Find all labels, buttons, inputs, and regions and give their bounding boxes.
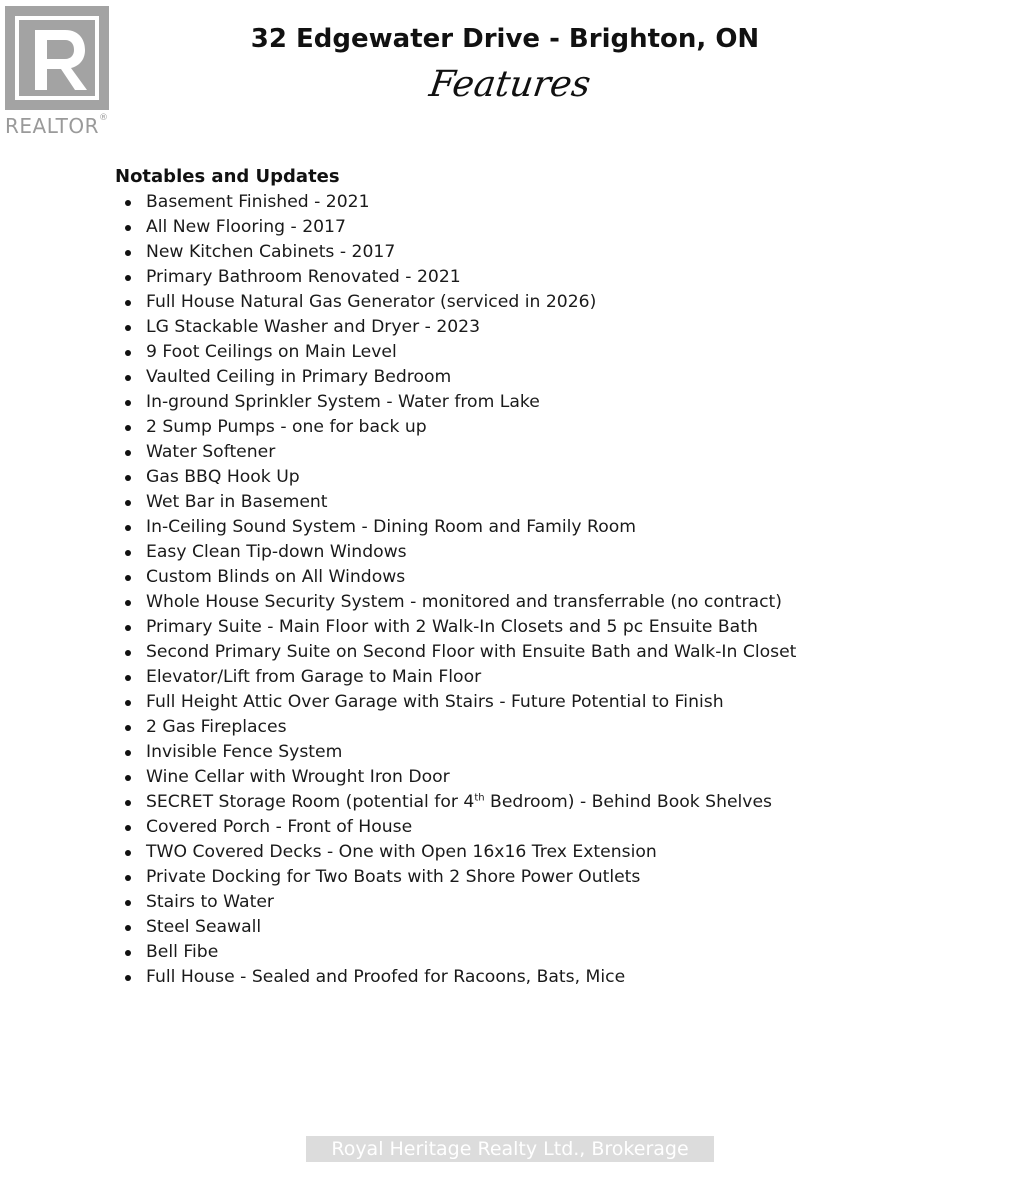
feature-list-item <box>115 815 796 840</box>
bullet-icon <box>125 875 131 881</box>
bullet-icon <box>125 450 131 456</box>
feature-text: Water Softener <box>146 442 276 462</box>
feature-list-item <box>115 290 796 315</box>
feature-list-item <box>115 315 796 340</box>
feature-list-item <box>115 765 796 790</box>
bullet-icon <box>125 250 131 256</box>
bullet-icon <box>125 800 131 806</box>
feature-list-item <box>115 240 796 265</box>
feature-list-item <box>115 940 796 965</box>
feature-text: Elevator/Lift from Garage to Main Floor <box>146 667 482 687</box>
feature-list-item <box>115 265 796 290</box>
feature-text: In-ground Sprinkler System - Water from Lake <box>146 392 540 412</box>
feature-list-item <box>115 690 796 715</box>
feature-list-item <box>115 415 796 440</box>
feature-text: TWO Covered Decks - One with Open 16x16 Trex Extension <box>146 842 657 862</box>
feature-list-item <box>115 440 796 465</box>
feature-list-item <box>115 640 796 665</box>
feature-list-item <box>115 190 796 215</box>
feature-list-item <box>115 365 796 390</box>
feature-text: In-Ceiling Sound System - Dining Room and Family Room <box>146 517 637 537</box>
bullet-icon <box>125 700 131 706</box>
feature-list-item <box>115 915 796 940</box>
bullet-icon <box>125 775 131 781</box>
bullet-icon <box>125 575 131 581</box>
feature-list-item <box>115 540 796 565</box>
feature-text: Gas BBQ Hook Up <box>146 467 300 487</box>
feature-text: LG Stackable Washer and Dryer - 2023 <box>146 317 481 337</box>
feature-list-item <box>115 215 796 240</box>
feature-list-item <box>115 740 796 765</box>
bullet-icon <box>125 350 131 356</box>
bullet-icon <box>125 500 131 506</box>
bullet-icon <box>125 425 131 431</box>
bullet-icon <box>125 275 131 281</box>
bullet-icon <box>125 550 131 556</box>
feature-text: Easy Clean Tip-down Windows <box>146 542 407 562</box>
feature-text: Covered Porch - Front of House <box>146 817 413 837</box>
bullet-icon <box>125 825 131 831</box>
feature-text: Wine Cellar with Wrought Iron Door <box>146 767 450 787</box>
feature-list-item <box>115 590 796 615</box>
feature-list-item <box>115 615 796 640</box>
feature-text: Primary Suite - Main Floor with 2 Walk-In Closets and 5 pc Ensuite Bath <box>146 617 758 637</box>
bullet-icon <box>125 750 131 756</box>
bullet-icon <box>125 850 131 856</box>
brokerage-watermark: Royal Heritage Realty Ltd., Brokerage <box>306 1136 714 1162</box>
bullet-icon <box>125 600 131 606</box>
bullet-icon <box>125 325 131 331</box>
feature-list-item <box>115 890 796 915</box>
feature-text: Invisible Fence System <box>146 742 343 762</box>
feature-text: Vaulted Ceiling in Primary Bedroom <box>146 367 452 387</box>
feature-text: Whole House Security System - monitored and transferrable (no contract) <box>146 592 782 612</box>
feature-text: Steel Seawall <box>146 917 262 937</box>
feature-text: Stairs to Water <box>146 892 274 912</box>
feature-text: Full House - Sealed and Proofed for Racoons, Bats, Mice <box>146 967 626 987</box>
bullet-icon <box>125 475 131 481</box>
feature-text: 2 Sump Pumps - one for back up <box>146 417 427 437</box>
bullet-icon <box>125 975 131 981</box>
bullet-icon <box>125 900 131 906</box>
feature-text: Private Docking for Two Boats with 2 Shore Power Outlets <box>146 867 641 887</box>
bullet-icon <box>125 225 131 231</box>
page-title: 32 Edgewater Drive - Brighton, ON <box>250 24 760 54</box>
feature-text: New Kitchen Cabinets - 2017 <box>146 242 396 262</box>
feature-list-item <box>115 490 796 515</box>
page-subtitle: Features <box>426 64 594 105</box>
feature-text: 2 Gas Fireplaces <box>146 717 287 737</box>
feature-list-item <box>115 465 796 490</box>
feature-list-item <box>115 790 796 815</box>
feature-list-item <box>115 965 796 990</box>
realtor-wordmark: REALTOR® <box>5 113 109 138</box>
feature-text: Full Height Attic Over Garage with Stairs - Future Potential to Finish <box>146 692 724 712</box>
bullet-icon <box>125 950 131 956</box>
feature-text: Full House Natural Gas Generator (serviced in 2026) <box>146 292 597 312</box>
feature-list-item <box>115 715 796 740</box>
bullet-icon <box>125 400 131 406</box>
bullet-icon <box>125 675 131 681</box>
bullet-icon <box>125 300 131 306</box>
feature-text: Primary Bathroom Renovated - 2021 <box>146 267 461 287</box>
bullet-icon <box>125 625 131 631</box>
feature-text-continued: Bedroom) - Behind Book Shelves <box>484 792 773 812</box>
feature-text: Basement Finished - 2021 <box>146 192 370 212</box>
feature-list-item <box>115 390 796 415</box>
feature-text: All New Flooring - 2017 <box>146 217 346 237</box>
bullet-icon <box>125 725 131 731</box>
feature-list-item <box>115 515 796 540</box>
bullet-icon <box>125 925 131 931</box>
feature-text: SECRET Storage Room (potential for 4 <box>146 792 475 812</box>
feature-list <box>115 190 796 990</box>
bullet-icon <box>125 375 131 381</box>
bullet-icon <box>125 650 131 656</box>
feature-text: Wet Bar in Basement <box>146 492 328 512</box>
feature-list-item <box>115 340 796 365</box>
feature-list-item <box>115 840 796 865</box>
feature-text: Bell Fibe <box>146 942 219 962</box>
feature-list-item <box>115 665 796 690</box>
feature-text: Second Primary Suite on Second Floor with Ensuite Bath and Walk-In Closet <box>146 642 797 662</box>
section-heading: Notables and Updates <box>115 166 340 187</box>
feature-text: Custom Blinds on All Windows <box>146 567 406 587</box>
feature-list-item <box>115 565 796 590</box>
bullet-icon <box>125 200 131 206</box>
bullet-icon <box>125 525 131 531</box>
feature-list-item <box>115 865 796 890</box>
feature-superscript: th <box>474 792 485 804</box>
feature-text: 9 Foot Ceilings on Main Level <box>146 342 397 362</box>
